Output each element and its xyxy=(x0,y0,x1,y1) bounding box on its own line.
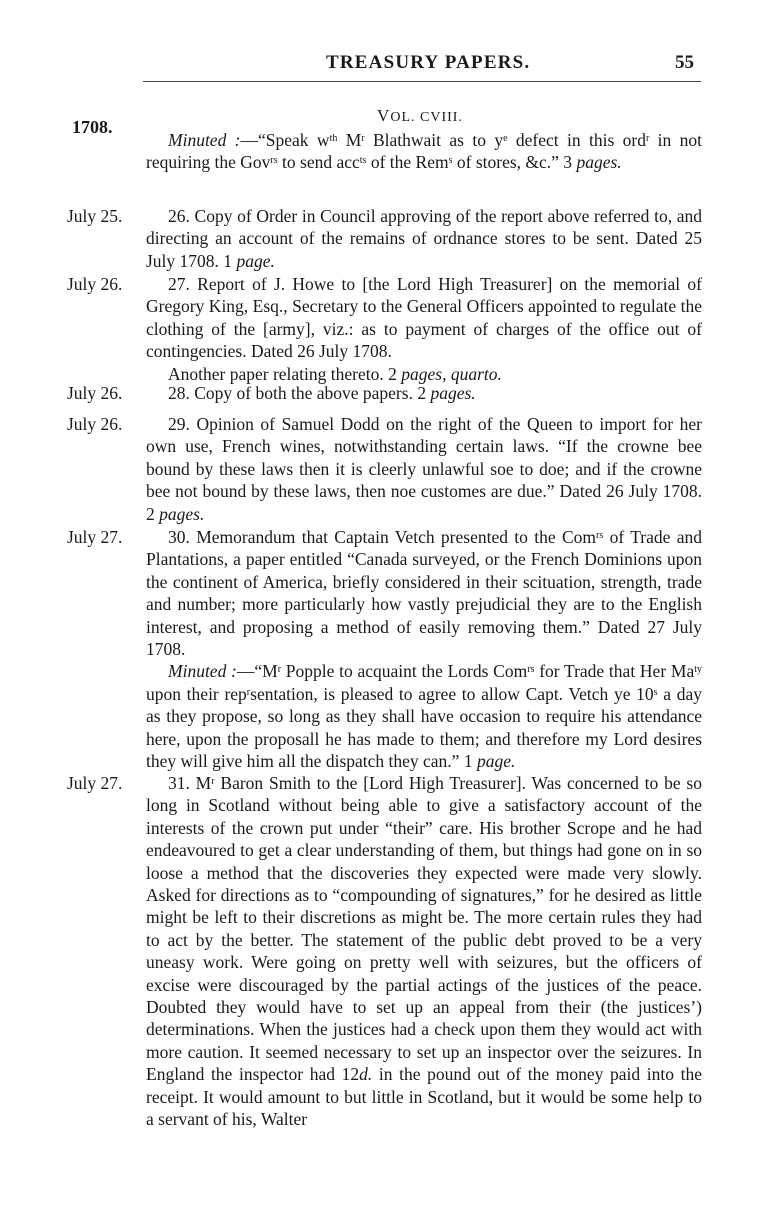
text-run: of the Rem xyxy=(366,152,449,173)
superscript: e xyxy=(503,133,508,144)
entry-date: July 27. xyxy=(67,773,123,793)
text-run: Baron Smith to the [Lord High Treasurer]. Was concerned to be so long in Scotland without being able to give a satisfactory account of the interests of the crown put under “their” care. His brother Scrope and he had endeavoured to get a clear understanding of them, but things had gone on in so loose a method that the discoveries they expected were made very slowly. Asked for directions as to “compounding of signatures,” for he desired as little might be left to their discretions as might be. The more certain rules they had to act by the better. The statement of the public debt proved to be a very uneasy work. Were going on pretty well with seizures, but the officers of excise were discouraged by the partial actings of the justices of the peace. Doubted they would have to set up an appeal from their (the justices’) determinations. When the justices had a check upon them they would act with more caution. It seemed necessary to set up an inspector over the seizures. In England the inspector had 12 xyxy=(146,773,702,1085)
superscript: r xyxy=(645,133,650,144)
text-run: 30. Memorandum that Captain Vetch presented to the Com xyxy=(168,527,597,547)
entry-body xyxy=(146,205,702,272)
entry-body xyxy=(146,526,702,772)
entry-date: July 25. xyxy=(67,206,123,226)
italic-text: Minuted : xyxy=(168,130,241,150)
entry-paragraph xyxy=(146,660,702,772)
text-run: upon their rep xyxy=(146,683,247,704)
entry-body xyxy=(146,772,702,1131)
italic-text: page. xyxy=(476,751,516,772)
superscript: ty xyxy=(694,664,702,676)
text-run: 27. Report of J. Howe to [the Lord High Treasurer] on the memorial of Gregory King, Esq., Secretary to the General Officers appointed to regulate the clothing of the [army], viz.: as to payment of charges of the office out of contingencies. Dated 26 July 1708. xyxy=(146,274,702,362)
entry-paragraph xyxy=(146,382,702,404)
superscript: r xyxy=(277,664,282,676)
entry-date: July 27. xyxy=(67,527,123,547)
superscript: s xyxy=(653,686,658,698)
superscript: rs xyxy=(527,664,535,676)
italic-text: pages. xyxy=(430,383,476,403)
superscript: r xyxy=(211,776,215,787)
text-run: Blathwait as to y xyxy=(364,130,504,150)
entry-paragraph xyxy=(146,205,702,272)
text-run: to send acc xyxy=(277,152,360,173)
entry-date: July 26. xyxy=(67,414,123,434)
entry-paragraph xyxy=(146,526,702,660)
italic-text: Minuted : xyxy=(168,661,237,682)
text-run: 26. Copy of Order in Council approving of the report above referred to, and directing an account of the remains of ordnance stores to be sent. Dated 25 July 1708. 1 xyxy=(146,206,702,271)
text-run: 29. Opinion of Samuel Dodd on the right of the Queen to import for her own use, French wines, notwithstanding certain laws. “If the crowne bee bound by these laws then it is cleerly unlawful soe to doe; and if the crowne bee not bound by these laws, then noe customes are due.” Dated 26 July 1708. 2 xyxy=(146,414,702,524)
entry-paragraph xyxy=(146,273,702,363)
italic-text: pages. xyxy=(159,503,205,524)
entry-date: July 26. xyxy=(67,383,123,403)
text-run: —“M xyxy=(236,661,278,682)
entry-body xyxy=(146,413,702,525)
text-run: a day as they propose, so long as they shall have occasion to require his attendance here, upon the proposall he has made to them; and therefore my Lord desires they will give him all the dispatch they can.” 1 xyxy=(146,683,702,772)
superscript: rs xyxy=(270,155,278,167)
italic-text: page. xyxy=(236,250,275,271)
entry-body xyxy=(146,129,702,174)
text-run: defect in this ord xyxy=(507,130,646,150)
text-run: sentation, is pleased to agree to allow Capt. Vetch ye 10 xyxy=(250,683,654,704)
text-run: in the pound out of the money paid into the receipt. It would amount to but little in Scotland, but it would be some help to a servant of his, Walter xyxy=(146,1064,702,1130)
italic-text: pages, quarto. xyxy=(401,363,502,384)
running-title: TREASURY PAPERS. xyxy=(326,52,531,73)
text-run: —“Speak w xyxy=(240,130,330,150)
entry-body xyxy=(146,382,702,404)
superscript: rs xyxy=(596,530,604,541)
text-run: of Trade and Plantations, a paper entitled “Canada surveyed, or the French Dominions upon the continent of America, briefly considered in their scituation, strength, trade and number; more particularly how vastly prejudicial they are to the English interest, and proposing a method of easily removing them.” Dated 27 July 1708. xyxy=(146,527,702,660)
superscript: th xyxy=(329,133,338,144)
entry-paragraph xyxy=(146,772,702,1131)
text-run: for Trade that Her Ma xyxy=(534,661,695,682)
italic-text: pages. xyxy=(576,152,622,173)
text-run: in not requiring the Gov xyxy=(146,130,703,173)
volume-initial: V xyxy=(377,106,391,125)
superscript: r xyxy=(246,686,251,698)
entry-date: July 26. xyxy=(67,274,123,294)
text-run: Another paper relating thereto. 2 xyxy=(168,363,402,384)
text-run: of stores, &c.” 3 xyxy=(452,152,577,173)
page-number: 55 xyxy=(675,52,694,73)
entry-body xyxy=(146,273,702,385)
text-run: M xyxy=(337,130,362,150)
superscript: r xyxy=(361,133,365,144)
italic-text: d. xyxy=(359,1064,373,1085)
superscript: s xyxy=(448,155,453,167)
text-run: 31. M xyxy=(168,773,212,793)
year-label: 1708. xyxy=(72,117,113,137)
entry-paragraph xyxy=(146,129,702,174)
text-run: Popple to acquaint the Lords Com xyxy=(281,661,528,682)
superscript: ts xyxy=(359,155,367,167)
volume-heading xyxy=(0,106,770,126)
volume-rest: OL. CVIII. xyxy=(390,110,463,125)
header-rule xyxy=(143,81,701,82)
text-run: 28. Copy of both the above papers. 2 xyxy=(168,383,431,403)
entry-paragraph xyxy=(146,413,702,525)
